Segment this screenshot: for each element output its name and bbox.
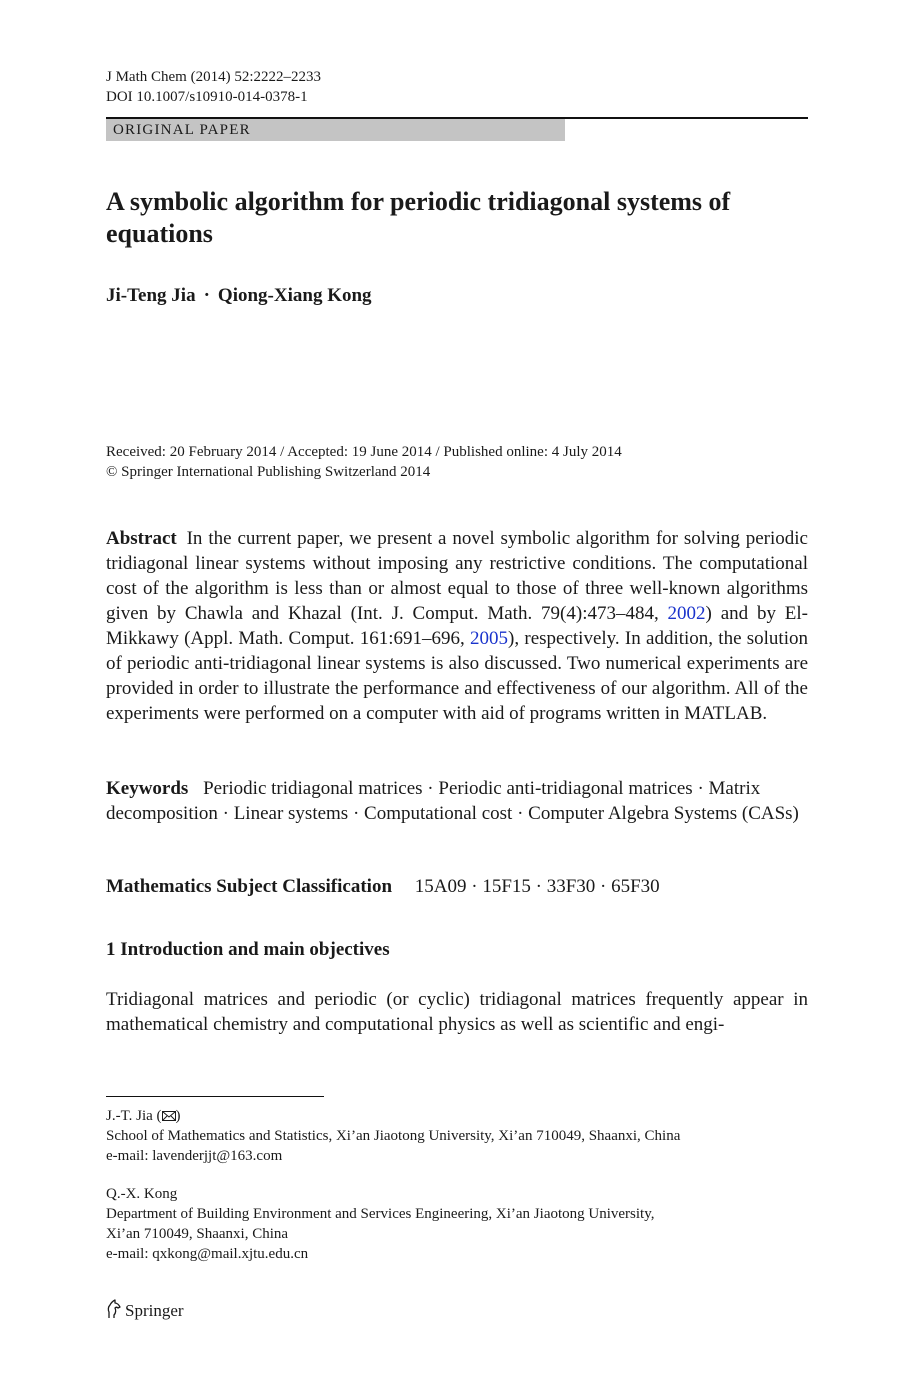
- dates-line: Received: 20 February 2014 / Accepted: 19 June 2014 / Published online: 4 July 2014: [106, 444, 622, 460]
- abstract: [106, 526, 808, 726]
- journal-citation: J Math Chem (2014) 52:2222–2233: [106, 69, 321, 85]
- footnote-rule: [106, 1096, 324, 1097]
- keywords-text: Periodic tridiagonal matrices · Periodic anti-tridiagonal matrices · Matrix decomposition · Linear systems · Computational cost · Computer Algebra Systems (CASs): [106, 778, 799, 824]
- author-separator: ·: [203, 285, 210, 306]
- journal-header: [106, 67, 321, 107]
- doi: DOI 10.1007/s10910-014-0378-1: [106, 89, 308, 105]
- author-name[interactable]: Ji-Teng Jia: [106, 285, 196, 306]
- email[interactable]: e-mail: qxkong@mail.xjtu.edu.cn: [106, 1246, 309, 1262]
- intro-paragraph: Tridiagonal matrices and periodic (or cyclic) tridiagonal matrices frequently appear in mathematical chemistry and computational physics as well as scientific and engi-: [106, 989, 808, 1035]
- publication-dates: [106, 442, 622, 482]
- keywords-label: Keywords: [106, 778, 189, 799]
- abstract-text: ) and by El-Mikkawy (Appl. Math. Comput. 161:691–696,: [106, 603, 808, 649]
- footnote-author2: [106, 1184, 808, 1264]
- author-name[interactable]: Qiong-Xiang Kong: [217, 285, 372, 306]
- affiliation: School of Mathematics and Statistics, Xi’an Jiaotong University, Xi’an 710049, Shaanxi, China: [106, 1128, 681, 1144]
- paper-title: A symbolic algorithm for periodic tridiagonal systems of equations: [106, 187, 731, 248]
- abstract-text: ), respectively. In addition, the solution of periodic anti-tridiagonal linear systems is also discussed. Two numerical experiments are provided in order to illustrate the performance and effectiveness of our algorithm. All of the experiments were performed on a computer with aid of programs written in MATLAB.: [106, 628, 808, 724]
- envelope-icon[interactable]: [162, 1111, 176, 1121]
- keywords: [106, 776, 808, 826]
- email[interactable]: e-mail: lavenderjjt@163.com: [106, 1148, 283, 1164]
- publisher-logo: [106, 1299, 184, 1323]
- reference-link[interactable]: 2005: [470, 628, 509, 649]
- copyright-line: © Springer International Publishing Switzerland 2014: [106, 464, 431, 480]
- msc-label: Mathematics Subject Classification: [106, 876, 393, 897]
- author-abbrev: J.-T. Jia (: [106, 1108, 162, 1124]
- msc-codes: 15A09 · 15F15 · 33F30 · 65F30: [414, 876, 660, 897]
- footnote-author1: [106, 1106, 808, 1166]
- author-abbrev: Q.-X. Kong: [106, 1186, 178, 1202]
- abstract-text: In the current paper, we present a novel symbolic algorithm for solving periodic tridiagonal linear systems without imposing any restrictive conditions. The computational cost of the algorithm is less than or almost equal to those of three well-known algorithms given by Chawla and Khazal (Int. J. Comput. Math. 79(4):473–484,: [106, 528, 808, 624]
- reference-link[interactable]: 2002: [667, 603, 706, 624]
- publisher-name: Springer: [125, 1301, 184, 1320]
- paren-close: ): [175, 1108, 181, 1124]
- abstract-label: Abstract: [106, 528, 177, 549]
- section-heading: 1 Introduction and main objectives: [106, 939, 390, 960]
- springer-horse-icon: [106, 1299, 122, 1319]
- subject-classification: [106, 874, 808, 899]
- article-type-badge: ORIGINAL PAPER: [106, 119, 565, 141]
- footnote-author1-name: [106, 1106, 808, 1126]
- affiliation: Xi’an 710049, Shaanxi, China: [106, 1226, 289, 1242]
- author-list: [106, 284, 372, 308]
- affiliation: Department of Building Environment and Services Engineering, Xi’an Jiaotong University,: [106, 1206, 655, 1222]
